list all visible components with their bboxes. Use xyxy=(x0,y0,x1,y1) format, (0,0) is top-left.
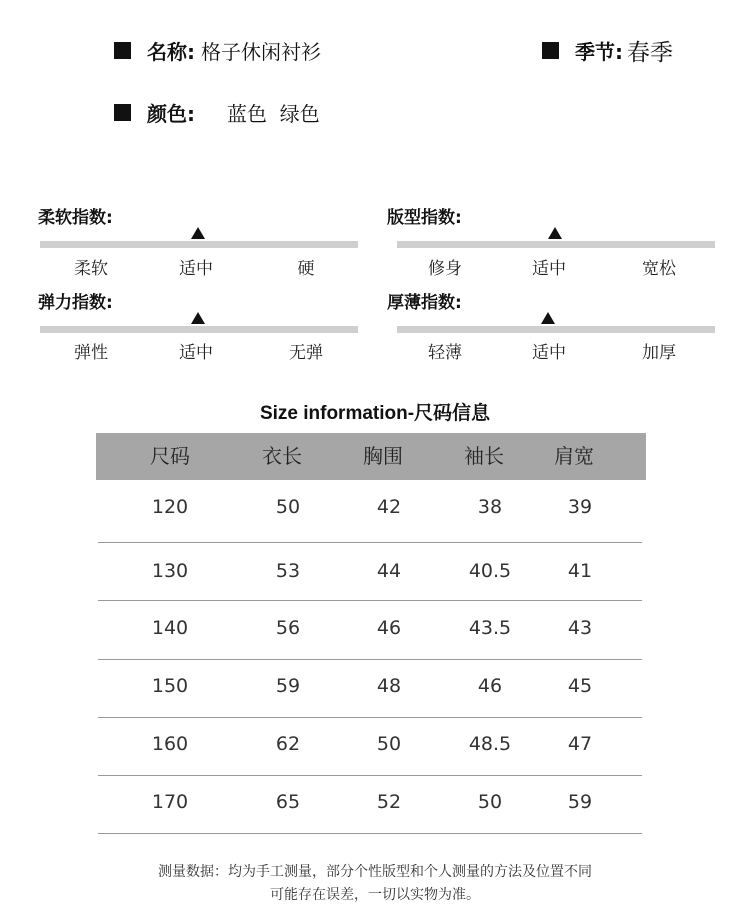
cell-length: 50 xyxy=(275,496,301,518)
season-label: 季节: xyxy=(575,40,623,64)
fit-label-low: 修身 xyxy=(428,259,462,279)
cell-shoulder: 45 xyxy=(567,675,593,697)
square-bullet-icon xyxy=(542,42,559,59)
thickness-label-mid: 适中 xyxy=(532,343,566,363)
cell-sleeve: 48.5 xyxy=(468,733,512,755)
fit-bar xyxy=(397,241,715,248)
thickness-label-high: 加厚 xyxy=(642,343,676,363)
softness-label-low: 柔软 xyxy=(74,259,108,279)
header-length: 衣长 xyxy=(262,444,302,468)
elasticity-index-title: 弹力指数: xyxy=(38,293,113,313)
cell-length: 65 xyxy=(275,791,301,813)
square-bullet-icon xyxy=(114,104,131,121)
cell-shoulder: 43 xyxy=(567,617,593,639)
cell-chest: 50 xyxy=(376,733,402,755)
cell-length: 59 xyxy=(275,675,301,697)
cell-size: 130 xyxy=(151,560,189,582)
color-label: 颜色: xyxy=(147,102,195,126)
elasticity-label-mid: 适中 xyxy=(179,343,213,363)
measurement-note-line2: 可能存在误差，一切以实物为准。 xyxy=(270,887,480,903)
header-chest: 胸围 xyxy=(363,444,403,468)
color-value: 蓝色 绿色 xyxy=(227,102,320,126)
softness-index-title: 柔软指数: xyxy=(38,208,113,228)
cell-shoulder: 41 xyxy=(567,560,593,582)
softness-label-mid: 适中 xyxy=(179,259,213,279)
fit-marker-icon xyxy=(548,227,562,239)
thickness-label-low: 轻薄 xyxy=(428,343,462,363)
row-divider xyxy=(98,775,642,776)
season-line xyxy=(542,34,673,67)
cell-length: 56 xyxy=(275,617,301,639)
cell-size: 160 xyxy=(151,733,189,755)
cell-shoulder: 59 xyxy=(567,791,593,813)
measurement-note-line1: 测量数据：均为手工测量，部分个性版型和个人测量的方法及位置不同 xyxy=(158,864,592,880)
thickness-marker-icon xyxy=(541,312,555,324)
size-table-title: Size information-尺码信息 xyxy=(259,403,491,424)
fit-index-title: 版型指数: xyxy=(387,208,462,228)
elasticity-label-low: 弹性 xyxy=(74,343,108,363)
header-sleeve: 袖长 xyxy=(464,444,504,468)
elasticity-label-high: 无弹 xyxy=(289,343,323,363)
thickness-index-title: 厚薄指数: xyxy=(387,293,462,313)
product-name-label: 名称: xyxy=(147,40,195,64)
cell-size: 120 xyxy=(151,496,189,518)
cell-size: 140 xyxy=(151,617,189,639)
softness-marker-icon xyxy=(191,227,205,239)
size-table-header xyxy=(96,433,646,480)
elasticity-bar xyxy=(40,326,358,333)
cell-length: 53 xyxy=(275,560,301,582)
cell-chest: 46 xyxy=(376,617,402,639)
fit-label-high: 宽松 xyxy=(642,259,676,279)
cell-sleeve: 46 xyxy=(477,675,503,697)
cell-chest: 44 xyxy=(376,560,402,582)
row-divider xyxy=(98,600,642,601)
row-divider xyxy=(98,833,642,834)
cell-chest: 42 xyxy=(376,496,402,518)
square-bullet-icon xyxy=(114,42,131,59)
row-divider xyxy=(98,717,642,718)
cell-sleeve: 38 xyxy=(477,496,503,518)
color-line xyxy=(114,98,320,127)
row-divider xyxy=(98,542,642,543)
cell-sleeve: 50 xyxy=(477,791,503,813)
cell-sleeve: 43.5 xyxy=(468,617,512,639)
thickness-bar xyxy=(397,326,715,333)
cell-sleeve: 40.5 xyxy=(468,560,512,582)
cell-size: 150 xyxy=(151,675,189,697)
cell-shoulder: 47 xyxy=(567,733,593,755)
season-value: 春季 xyxy=(627,40,673,66)
softness-label-high: 硬 xyxy=(297,259,315,279)
header-shoulder: 肩宽 xyxy=(554,444,594,468)
fit-label-mid: 适中 xyxy=(532,259,566,279)
elasticity-marker-icon xyxy=(191,312,205,324)
cell-size: 170 xyxy=(151,791,189,813)
cell-chest: 48 xyxy=(376,675,402,697)
cell-chest: 52 xyxy=(376,791,402,813)
header-size: 尺码 xyxy=(150,444,190,468)
softness-bar xyxy=(40,241,358,248)
product-name-line xyxy=(114,36,321,65)
cell-shoulder: 39 xyxy=(567,496,593,518)
cell-length: 62 xyxy=(275,733,301,755)
product-name-value: 格子休闲衬衫 xyxy=(201,40,321,64)
row-divider xyxy=(98,659,642,660)
